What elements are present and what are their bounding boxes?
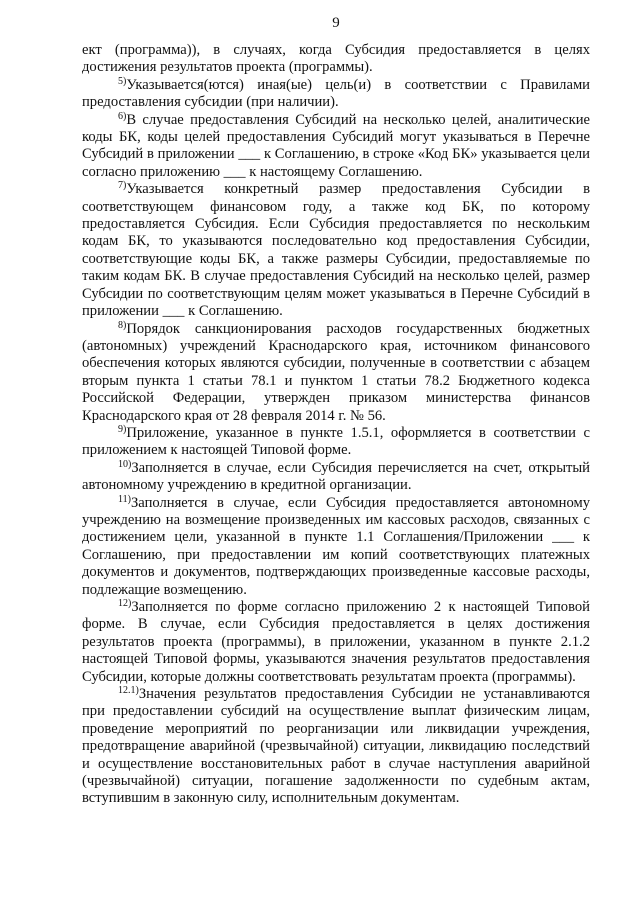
footnote-marker: 12.1) xyxy=(118,685,139,697)
footnote-12 xyxy=(82,599,590,686)
footnote-marker: 9) xyxy=(118,423,127,435)
footnote-12-1 xyxy=(82,686,590,808)
footnote-marker: 10) xyxy=(118,458,132,470)
footnote-marker: 12) xyxy=(118,598,132,609)
footnote-6 xyxy=(82,112,590,182)
footnotes-body xyxy=(82,42,590,808)
footnote-10 xyxy=(82,460,590,495)
page-number: 9 xyxy=(332,15,340,31)
footnote-text: В случае предоставления Субсидий на несколько целей, аналитические коды БК, коды целей предоставления Субсидий могут указываться в Перечне Субсидий в приложении ___ к Соглашению, в строке «Код БК» указывается цели согласно приложению ___ к настоящему Соглашению. xyxy=(82,111,590,180)
footnote-text: Приложение, указанное в пункте 1.5.1, оформляется в соответствии с приложением к настоящей Типовой форме. xyxy=(82,424,590,459)
footnote-text: Заполняется по форме согласно приложению 2 к настоящей Типовой форме. В случае, если Субсидия предоставляется в целях достижения результатов проекта (программы), в приложении, указанном в пункте 2.1.2 настоящей Типовой формы, указываются значения результатов предоставления Субсидии, которые должны соответствовать результатам проекта (программы). xyxy=(82,599,590,685)
footnote-marker: 5) xyxy=(118,75,127,87)
footnote-text: ект (программа)), в случаях, когда Субсидия предоставляется в целях достижения результатов проекта (программы). xyxy=(82,42,590,76)
footnote-text: Порядок санкционирования расходов государственных бюджетных (автономных) учреждений Краснодарского края, источником финансового обеспечения которых являются субсидии, полученные в соответствии с абзацем вторым пункта 1 статьи 78.1 и пунктом 1 статьи 78.2 Бюджетного кодекса Российской Федерации, утвержден приказом министерства финансов Краснодарского края от 28 февраля 2014 г. № 56. xyxy=(82,320,590,424)
footnote-text: Заполняется в случае, если Субсидия предоставляется автономному учреждению на возмещение произведенных им кассовых расходов, связанных с достижением цели, указанной в пункте 1.1 Соглашения/Приложении ___ к Соглашению, при предоставлении им копий соответствующих платежных документов и документов, подтверждающих произведенные кассовые расходы, подлежащие возмещению. xyxy=(82,494,590,598)
footnote-text: Заполняется в случае, если Субсидия перечисляется на счет, открытый автономному учреждению в кредитной организации. xyxy=(82,459,590,494)
footnote-marker: 6) xyxy=(118,110,127,122)
footnote-text: Указывается(ются) иная(ые) цель(и) в соответствии с Правилами предоставления субсидии (при наличии). xyxy=(82,76,590,111)
footnote-text: Значения результатов предоставления Субсидии не устанавливаются при предоставлении субсидий на осуществление выплат физическим лицам, проведение мероприятий по реорганизации или ликвидации учреждения, предотвращение аварийной (чрезвычайной) ситуации, ликвидацию последствий и осуществление восстановительных работ в случае наступления аварийной (чрезвычайной) ситуации, погашение задолженности по судебным актам, вступившим в законную силу, исполнительным документам. xyxy=(82,686,590,807)
footnote-marker: 11) xyxy=(118,493,131,505)
footnote-9 xyxy=(82,425,590,460)
footnote-text: Указывается конкретный размер предоставления Субсидии в соответствующем финансовом году, а также код БК, по которому предоставляется Субсидия. Если Субсидия предоставляется по нескольким кодам БК, то указываются последовательно код предоставления Субсидии, соответствующие коды БК, а также размеры Субсидии, предоставляемые по таким кодам БК. В случае предоставления Субсидий на несколько целей, размер Субсидии по соответствующим целям может указываться в Перечне Субсидий в приложении ___ к Соглашению. xyxy=(82,181,590,320)
footnote-marker: 8) xyxy=(118,319,127,331)
footnote-continuation xyxy=(82,42,590,77)
footnote-5 xyxy=(82,77,590,112)
footnote-marker: 7) xyxy=(118,180,127,192)
footnote-8 xyxy=(82,321,590,425)
footnote-7 xyxy=(82,181,590,320)
footnote-11 xyxy=(82,495,590,599)
